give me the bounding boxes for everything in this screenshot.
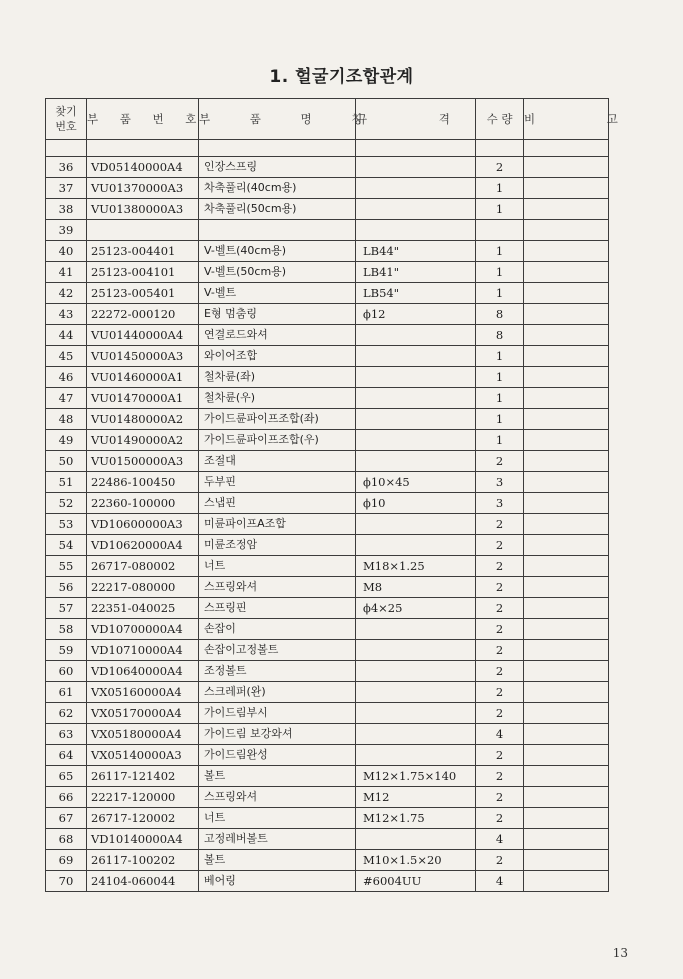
quantity-cell: 2 — [476, 556, 524, 577]
row-number-cell: 52 — [46, 493, 87, 514]
row-number-cell: 46 — [46, 367, 87, 388]
note-cell — [524, 577, 609, 598]
row-number-cell: 70 — [46, 871, 87, 892]
note-cell — [524, 766, 609, 787]
part-name-cell: 연결로드와셔 — [199, 325, 356, 346]
row-number-cell: 57 — [46, 598, 87, 619]
note-cell — [524, 598, 609, 619]
part-name-cell: 너트 — [199, 808, 356, 829]
row-number-cell: 37 — [46, 178, 87, 199]
note-cell — [524, 829, 609, 850]
part-number-cell: 22486-100450 — [87, 472, 199, 493]
row-number-cell: 65 — [46, 766, 87, 787]
part-number-cell: VD10710000A4 — [87, 640, 199, 661]
spec-cell — [356, 640, 476, 661]
quantity-cell: 1 — [476, 283, 524, 304]
note-cell — [524, 451, 609, 472]
note-cell — [524, 178, 609, 199]
part-name-cell: 미륜파이프A조합 — [199, 514, 356, 535]
part-number-cell: VD05140000A4 — [87, 157, 199, 178]
table-row — [46, 178, 609, 199]
part-name-cell: E형 멈춤링 — [199, 304, 356, 325]
part-number-cell: VD10140000A4 — [87, 829, 199, 850]
note-cell — [524, 724, 609, 745]
part-number-cell: VU01470000A1 — [87, 388, 199, 409]
table-row — [46, 850, 609, 871]
spec-cell: ϕ12 — [356, 304, 476, 325]
row-number-cell: 66 — [46, 787, 87, 808]
spec-cell — [356, 535, 476, 556]
row-number-cell: 36 — [46, 157, 87, 178]
row-number-cell: 44 — [46, 325, 87, 346]
part-name-cell: 두부핀 — [199, 472, 356, 493]
table-row — [46, 640, 609, 661]
quantity-cell: 1 — [476, 388, 524, 409]
part-number-cell: 26717-080002 — [87, 556, 199, 577]
header-no — [46, 99, 87, 140]
spec-cell — [356, 430, 476, 451]
table-row — [46, 619, 609, 640]
quantity-cell: 1 — [476, 346, 524, 367]
row-number-cell: 47 — [46, 388, 87, 409]
quantity-cell: 4 — [476, 829, 524, 850]
part-name-cell: 가이드림완성 — [199, 745, 356, 766]
spec-cell: ϕ10×45 — [356, 472, 476, 493]
row-number-cell: 53 — [46, 514, 87, 535]
table-row — [46, 682, 609, 703]
quantity-cell: 2 — [476, 619, 524, 640]
row-number-cell: 38 — [46, 199, 87, 220]
table-row — [46, 535, 609, 556]
part-number-cell: VU01460000A1 — [87, 367, 199, 388]
spec-cell — [356, 682, 476, 703]
note-cell — [524, 745, 609, 766]
quantity-cell: 2 — [476, 787, 524, 808]
spec-cell — [356, 619, 476, 640]
quantity-cell: 2 — [476, 535, 524, 556]
spacer-cell — [87, 140, 199, 157]
row-number-cell: 55 — [46, 556, 87, 577]
spec-cell — [356, 388, 476, 409]
spec-cell — [356, 409, 476, 430]
part-name-cell: 조절대 — [199, 451, 356, 472]
part-number-cell: VD10620000A4 — [87, 535, 199, 556]
part-number-cell: 25123-004101 — [87, 262, 199, 283]
table-row — [46, 514, 609, 535]
part-name-cell: V-벨트(40cm용) — [199, 241, 356, 262]
spec-cell — [356, 220, 476, 241]
table-row — [46, 493, 609, 514]
row-number-cell: 64 — [46, 745, 87, 766]
table-row — [46, 472, 609, 493]
note-cell — [524, 871, 609, 892]
part-name-cell: V-벨트 — [199, 283, 356, 304]
table-row — [46, 409, 609, 430]
part-number-cell: VU01450000A3 — [87, 346, 199, 367]
note-cell — [524, 346, 609, 367]
part-number-cell: 22217-080000 — [87, 577, 199, 598]
table-spacer-row — [46, 140, 609, 157]
spacer-cell — [199, 140, 356, 157]
part-number-cell: VD10600000A3 — [87, 514, 199, 535]
row-number-cell: 59 — [46, 640, 87, 661]
table-row — [46, 724, 609, 745]
part-name-cell: 가이드륜파이프조합(우) — [199, 430, 356, 451]
spec-cell — [356, 199, 476, 220]
row-number-cell: 60 — [46, 661, 87, 682]
quantity-cell: 1 — [476, 367, 524, 388]
quantity-cell: 8 — [476, 304, 524, 325]
header-no-line2: 번호 — [55, 120, 77, 133]
page-title: 1. 헐굴기조합관계 — [269, 67, 414, 87]
row-number-cell: 41 — [46, 262, 87, 283]
quantity-cell: 2 — [476, 598, 524, 619]
part-name-cell: 너트 — [199, 556, 356, 577]
part-name-cell: V-벨트(50cm용) — [199, 262, 356, 283]
spec-cell — [356, 367, 476, 388]
part-name-cell: 스크레퍼(완) — [199, 682, 356, 703]
part-name-cell: 차축풀리(50cm용) — [199, 199, 356, 220]
quantity-cell: 3 — [476, 472, 524, 493]
note-cell — [524, 619, 609, 640]
quantity-cell: 2 — [476, 745, 524, 766]
row-number-cell: 58 — [46, 619, 87, 640]
note-cell — [524, 556, 609, 577]
table-row — [46, 787, 609, 808]
row-number-cell: 40 — [46, 241, 87, 262]
quantity-cell: 8 — [476, 325, 524, 346]
note-cell — [524, 661, 609, 682]
note-cell — [524, 808, 609, 829]
note-cell — [524, 199, 609, 220]
row-number-cell: 67 — [46, 808, 87, 829]
quantity-cell: 3 — [476, 493, 524, 514]
quantity-cell: 4 — [476, 724, 524, 745]
part-number-cell: 22217-120000 — [87, 787, 199, 808]
note-cell — [524, 472, 609, 493]
part-number-cell: 26117-100202 — [87, 850, 199, 871]
part-name-cell: 조정볼트 — [199, 661, 356, 682]
table-row — [46, 577, 609, 598]
part-number-cell: VX05180000A4 — [87, 724, 199, 745]
spacer-cell — [356, 140, 476, 157]
spec-cell: LB44" — [356, 241, 476, 262]
table-row — [46, 829, 609, 850]
quantity-cell: 1 — [476, 241, 524, 262]
part-name-cell: 손잡이고정볼트 — [199, 640, 356, 661]
parts-table — [45, 98, 652, 892]
part-number-cell: VU01480000A2 — [87, 409, 199, 430]
table-row — [46, 220, 609, 241]
spec-cell: M12×1.75×140 — [356, 766, 476, 787]
table-row — [46, 346, 609, 367]
part-name-cell: 가이드림 보강와셔 — [199, 724, 356, 745]
quantity-cell: 2 — [476, 661, 524, 682]
part-number-cell: 24104-060044 — [87, 871, 199, 892]
row-number-cell: 62 — [46, 703, 87, 724]
note-cell — [524, 367, 609, 388]
part-name-cell: 가이드륜파이프조합(좌) — [199, 409, 356, 430]
note-cell — [524, 325, 609, 346]
table-row — [46, 745, 609, 766]
table-row — [46, 703, 609, 724]
part-name-cell: 스냅핀 — [199, 493, 356, 514]
spacer-cell — [476, 140, 524, 157]
part-number-cell: VU01380000A3 — [87, 199, 199, 220]
note-cell — [524, 640, 609, 661]
quantity-cell: 2 — [476, 577, 524, 598]
spec-cell: M18×1.25 — [356, 556, 476, 577]
spec-cell: LB41" — [356, 262, 476, 283]
row-number-cell: 45 — [46, 346, 87, 367]
note-cell — [524, 703, 609, 724]
quantity-cell — [476, 220, 524, 241]
spec-cell: M10×1.5×20 — [356, 850, 476, 871]
part-number-cell: VX05170000A4 — [87, 703, 199, 724]
table-row — [46, 430, 609, 451]
part-number-cell: VU01490000A2 — [87, 430, 199, 451]
spec-cell: ϕ10 — [356, 493, 476, 514]
spec-cell — [356, 178, 476, 199]
row-number-cell: 50 — [46, 451, 87, 472]
table-row — [46, 157, 609, 178]
quantity-cell: 2 — [476, 703, 524, 724]
row-number-cell: 56 — [46, 577, 87, 598]
header-no-line1: 찾기 — [55, 105, 77, 118]
quantity-cell: 2 — [476, 514, 524, 535]
spacer-cell — [46, 140, 87, 157]
quantity-cell: 1 — [476, 199, 524, 220]
table-row — [46, 661, 609, 682]
part-name-cell: 미륜조정암 — [199, 535, 356, 556]
spec-cell: ϕ4×25 — [356, 598, 476, 619]
part-number-cell: 26117-121402 — [87, 766, 199, 787]
quantity-cell: 1 — [476, 409, 524, 430]
row-number-cell: 69 — [46, 850, 87, 871]
table-row — [46, 451, 609, 472]
part-number-cell: 25123-004401 — [87, 241, 199, 262]
spec-cell: LB54" — [356, 283, 476, 304]
row-number-cell: 54 — [46, 535, 87, 556]
part-name-cell: 인장스프링 — [199, 157, 356, 178]
row-number-cell: 51 — [46, 472, 87, 493]
note-cell — [524, 430, 609, 451]
spec-cell — [356, 157, 476, 178]
row-number-cell: 39 — [46, 220, 87, 241]
note-cell — [524, 514, 609, 535]
row-number-cell: 43 — [46, 304, 87, 325]
row-number-cell: 42 — [46, 283, 87, 304]
spec-cell — [356, 745, 476, 766]
part-name-cell: 고정레버볼트 — [199, 829, 356, 850]
table-row — [46, 388, 609, 409]
table-row — [46, 283, 609, 304]
spec-cell — [356, 661, 476, 682]
spec-cell — [356, 451, 476, 472]
table-row — [46, 766, 609, 787]
part-name-cell: 철차륜(우) — [199, 388, 356, 409]
quantity-cell: 2 — [476, 157, 524, 178]
spec-cell: M12×1.75 — [356, 808, 476, 829]
spec-cell: M12 — [356, 787, 476, 808]
part-number-cell: VX05140000A3 — [87, 745, 199, 766]
quantity-cell: 2 — [476, 850, 524, 871]
parts-table-body — [46, 140, 609, 892]
note-cell — [524, 787, 609, 808]
note-cell — [524, 682, 609, 703]
note-cell — [524, 388, 609, 409]
note-cell — [524, 157, 609, 178]
note-cell — [524, 220, 609, 241]
part-number-cell: 22360-100000 — [87, 493, 199, 514]
part-number-cell: VU01440000A4 — [87, 325, 199, 346]
part-name-cell: 스프링핀 — [199, 598, 356, 619]
part-name-cell: 차축풀리(40cm용) — [199, 178, 356, 199]
quantity-cell: 2 — [476, 808, 524, 829]
part-name-cell: 손잡이 — [199, 619, 356, 640]
part-number-cell — [87, 220, 199, 241]
table-row — [46, 325, 609, 346]
part-number-cell: VD10640000A4 — [87, 661, 199, 682]
note-cell — [524, 850, 609, 871]
note-cell — [524, 283, 609, 304]
part-name-cell: 스프링와셔 — [199, 787, 356, 808]
part-number-cell: VU01370000A3 — [87, 178, 199, 199]
part-number-cell: 26717-120002 — [87, 808, 199, 829]
part-name-cell: 볼트 — [199, 850, 356, 871]
header-spec: 규 격 — [356, 99, 476, 140]
spec-cell — [356, 514, 476, 535]
note-cell — [524, 241, 609, 262]
table-row — [46, 262, 609, 283]
part-name-cell: 베어링 — [199, 871, 356, 892]
part-name-cell — [199, 220, 356, 241]
note-cell — [524, 409, 609, 430]
row-number-cell: 61 — [46, 682, 87, 703]
table-row — [46, 367, 609, 388]
spec-cell — [356, 829, 476, 850]
spec-cell: #6004UU — [356, 871, 476, 892]
header-note: 비 고 — [524, 99, 609, 140]
spec-cell: M8 — [356, 577, 476, 598]
page-number: 13 — [612, 946, 628, 960]
part-name-cell: 가이드림부시 — [199, 703, 356, 724]
spacer-cell — [524, 140, 609, 157]
part-name-cell: 철차륜(좌) — [199, 367, 356, 388]
table-row — [46, 808, 609, 829]
part-number-cell: VX05160000A4 — [87, 682, 199, 703]
part-name-cell: 와이어조합 — [199, 346, 356, 367]
note-cell — [524, 304, 609, 325]
spec-cell — [356, 346, 476, 367]
part-number-cell: 25123-005401 — [87, 283, 199, 304]
spec-cell — [356, 724, 476, 745]
part-number-cell: 22272-000120 — [87, 304, 199, 325]
quantity-cell: 2 — [476, 682, 524, 703]
spec-cell — [356, 325, 476, 346]
table-row — [46, 199, 609, 220]
row-number-cell: 68 — [46, 829, 87, 850]
spec-cell — [356, 703, 476, 724]
quantity-cell: 1 — [476, 262, 524, 283]
note-cell — [524, 493, 609, 514]
quantity-cell: 2 — [476, 640, 524, 661]
quantity-cell: 1 — [476, 430, 524, 451]
table-row — [46, 871, 609, 892]
note-cell — [524, 262, 609, 283]
part-number-cell: VU01500000A3 — [87, 451, 199, 472]
table-row — [46, 556, 609, 577]
row-number-cell: 63 — [46, 724, 87, 745]
quantity-cell: 2 — [476, 451, 524, 472]
part-number-cell: 22351-040025 — [87, 598, 199, 619]
table-row — [46, 598, 609, 619]
quantity-cell: 1 — [476, 178, 524, 199]
header-part-no: 부 품 번 호 — [87, 99, 199, 140]
quantity-cell: 4 — [476, 871, 524, 892]
note-cell — [524, 535, 609, 556]
row-number-cell: 48 — [46, 409, 87, 430]
table-row — [46, 241, 609, 262]
part-name-cell: 스프링와셔 — [199, 577, 356, 598]
header-name: 부 품 명 칭 — [199, 99, 356, 140]
part-name-cell: 볼트 — [199, 766, 356, 787]
part-number-cell: VD10700000A4 — [87, 619, 199, 640]
quantity-cell: 2 — [476, 766, 524, 787]
table-row — [46, 304, 609, 325]
header-qty: 수 량 — [476, 99, 524, 140]
row-number-cell: 49 — [46, 430, 87, 451]
